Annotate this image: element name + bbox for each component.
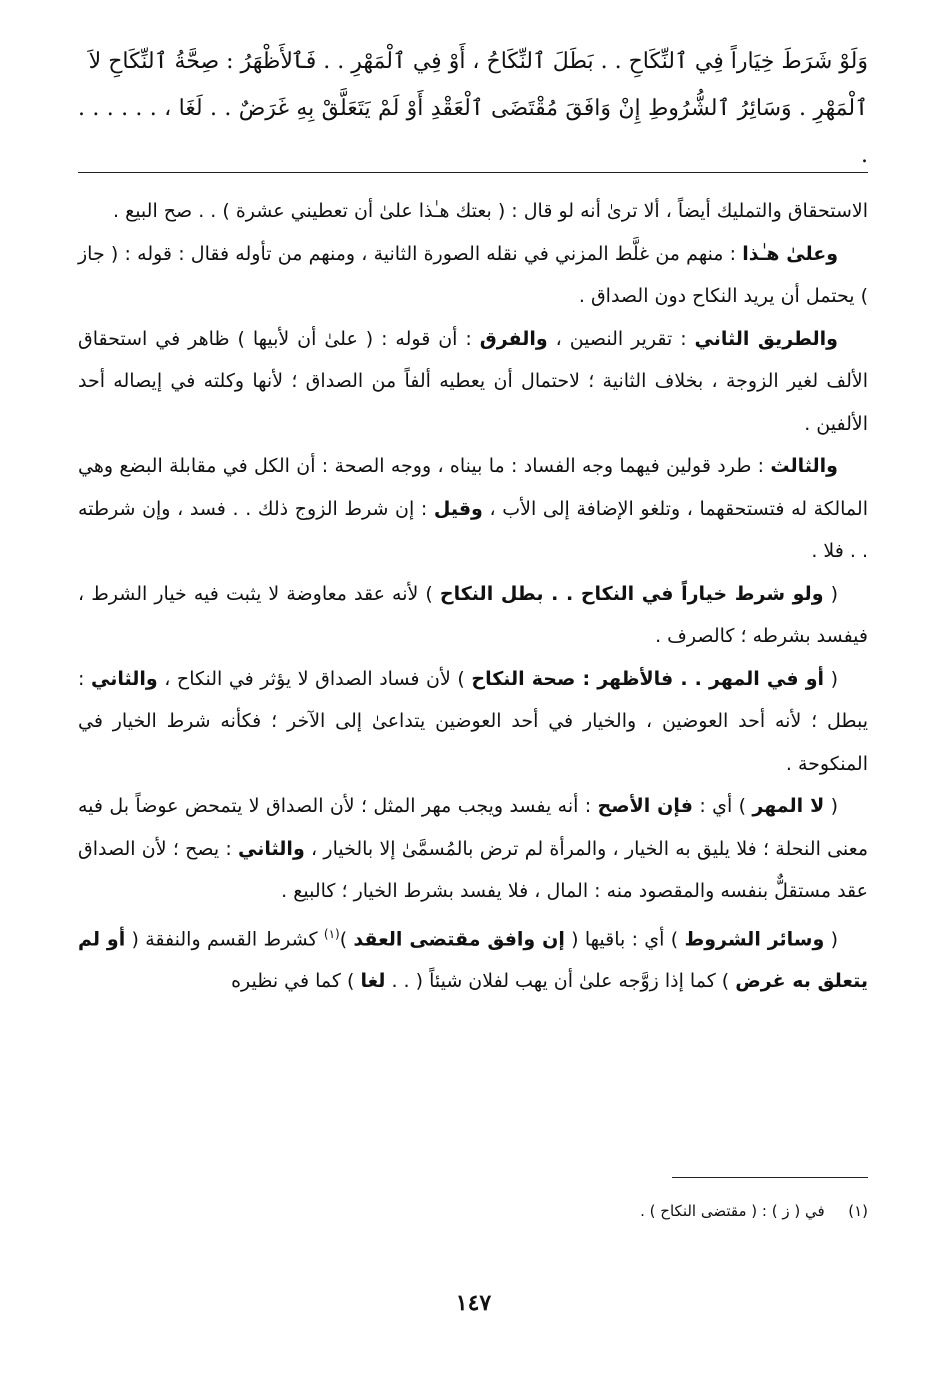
- sharh-text: ): [339, 927, 354, 950]
- sharh-heading: والثالث: [770, 455, 838, 477]
- sharh-paragraph-2: [78, 233, 868, 318]
- sharh-text: : طرد قولين فيهما وجه الفساد : ما بيناه ، ووجه الصحة : أن الكل في مقابلة البضع وهي المالكة له فتستحقهما ، وتلغو الإضافة إلى الأب ،: [78, 455, 868, 520]
- sharh-heading: والثاني: [90, 667, 158, 690]
- sharh-text: ) لأنه عقد معاوضة لا يثبت فيه خيار الشرط ، فيفسد بشرطه ؛ كالصرف .: [78, 582, 868, 647]
- sharh-text: ) كما إذا زوَّجه علىٰ أن يهب لفلان شيئاً ( . .: [385, 970, 736, 993]
- footnote: [640, 1200, 868, 1222]
- matn-quote: ولو شرط خياراً في النكاح . . بطل النكاح: [439, 582, 824, 605]
- footnote-separator: [672, 1177, 868, 1178]
- matn-quote: أو لم يتعلق به غرض: [78, 927, 868, 993]
- matn-separator: [78, 172, 868, 173]
- footnote-number: (١): [848, 1202, 868, 1220]
- sharh-paragraph-5: [78, 573, 868, 658]
- bracket: (: [824, 927, 839, 950]
- sharh-text: : أن قوله : ( علىٰ أن لأبيها ) ظاهر في استحقاق الألف لغير الزوجة ، بخلاف الثانية ؛ لاحتمال أن يعطيه ألفاً من الصداق ؛ لأنها وكلته في إيصاله أحد الألفين .: [78, 327, 868, 435]
- bracket: (: [824, 795, 839, 817]
- footnote-text: في ( ز ) : ( مقتضى النكاح ) .: [640, 1202, 825, 1220]
- sharh-text: ) لأن فساد الصداق لا يؤثر في النكاح ،: [157, 667, 472, 690]
- sharh-paragraph-8: [78, 913, 868, 1003]
- matn-quote: وسائر الشروط: [684, 927, 825, 950]
- sharh-heading: والثاني: [238, 837, 305, 860]
- sharh-text: كشرط القسم والنفقة (: [125, 927, 324, 950]
- sharh-paragraph-4: [78, 445, 868, 573]
- sharh-text: : يبطل ؛ لأنه أحد العوضين ، والخيار في أحد العوضين يتداعىٰ إلى الآخر ؛ فكأنه شرط الخيار في المنكوحة .: [78, 667, 868, 775]
- footnote-marker[interactable]: (١): [323, 926, 340, 941]
- sharh-text: : أنه يفسد ويجب مهر المثل ؛ لأن الصداق لا يتمحض عوضاً بل فيه معنى النحلة ؛ فلا يليق به الخيار ، والمرأة لم ترض بالمُسمَّىٰ إلا بالخيار ،: [78, 795, 869, 860]
- sharh-heading: والفرق: [479, 327, 548, 350]
- sharh-text: : منهم من غلَّط المزني في نقله الصورة الثانية ، ومنهم من تأوله فقال : قوله : ( جاز ) يحتمل أن يريد النكاح دون الصداق .: [78, 242, 868, 307]
- sharh-text: ) أي :: [692, 795, 753, 817]
- sharh-paragraph-3: [78, 318, 868, 446]
- sharh-paragraph-7: [78, 785, 868, 913]
- sharh-heading: وقيل: [433, 497, 483, 520]
- sharh-heading: وعلىٰ هـٰذا: [742, 242, 838, 265]
- sharh-text: : يصح ؛ لأن الصداق عقد مستقلٌّ بنفسه والمقصود منه : المال ، فلا يفسد بشرط الخيار ؛ كالبيع .: [78, 837, 868, 902]
- sharh-paragraph-6: [78, 658, 868, 786]
- bracket: (: [824, 667, 838, 690]
- sharh-text: : تقرير النصين ،: [547, 327, 695, 350]
- matn-line-2: ٱلْمَهْرِ . وَسَائِرُ ٱلشُّرُوطِ إِنْ وَافَقَ مُقْتَضَى ٱلْعَقْدِ أَوْ لَمْ يَتَعَلَّقْ بِهِ غَرَضٌ . . لَغَا ، . . . . . . .: [78, 96, 868, 168]
- matn-quote: لغا: [360, 970, 386, 993]
- sharh-heading: والطريق الثاني: [694, 327, 838, 350]
- matn-line-1: وَلَوْ شَرَطَ خِيَاراً فِي ٱلنِّكَاحِ . . بَطَلَ ٱلنِّكَاحُ ، أَوْ فِي ٱلْمَهْرِ . . فَٱلأَظْهَرُ : صِحَّةُ ٱلنِّكَاحِ لاَ: [88, 49, 868, 74]
- sharh-text: ) أي : باقيها (: [564, 927, 685, 950]
- sharh-text: ) كما في نظيره: [231, 970, 361, 993]
- matn-block: [78, 38, 868, 179]
- sharh-text: الاستحقاق والتمليك أيضاً ، ألا ترىٰ أنه لو قال : ( بعتك هـٰذا علىٰ أن تعطيني عشرة ) . . صح البيع .: [113, 200, 868, 222]
- page-number: ١٤٧: [455, 1290, 492, 1316]
- matn-quote: إن وافق مقتضى العقد: [353, 927, 565, 950]
- matn-quote: لا المهر: [752, 795, 825, 817]
- sharh-heading: فإن الأصح: [597, 795, 693, 817]
- sharh-paragraph-1: [78, 190, 868, 233]
- bracket: (: [823, 582, 839, 605]
- sharh-block: [78, 190, 868, 1003]
- sharh-text: : إن شرط الزوج ذلك . . فسد ، وإن شرطته . . فلا .: [78, 497, 868, 562]
- matn-quote: أو في المهر . . فالأظهر : صحة النكاح: [471, 667, 825, 690]
